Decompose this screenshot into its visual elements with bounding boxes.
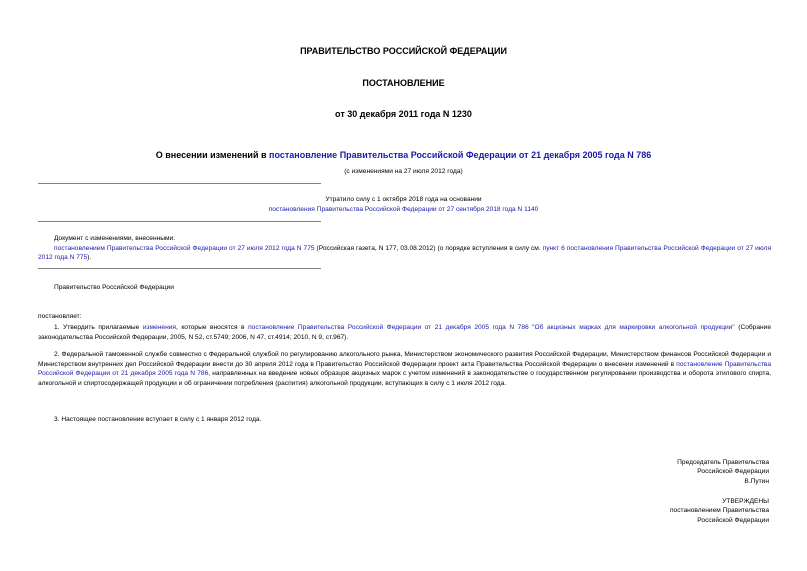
paragraph-1: [38, 323, 771, 342]
p2-link-decree-786[interactable]: постановление Правительства Российской Федерации от 21 декабря 2005 года N 786: [38, 360, 771, 378]
title-prefix: О внесении изменений в: [155, 150, 270, 160]
divider: [38, 268, 321, 269]
p1-text-c: (Собрание законодательства Российской Федерации, 2005, N 52, ст.5749; 2006, N 47, ст.4914; 2010, N 9, ст.967).: [38, 324, 772, 341]
expired-link-wrap: [0, 205, 807, 215]
p2-text-b: , направленных на введение новых образцов акцизных марок с учетом изменений в законодательстве о государственном регулировании производства и оборота этилового спирта, алкогольной и спиртосодержащей продукции и об ограничении потребления (распития) алкогольной продукции, вступающих в силу с 1 июля 2012 года.: [38, 370, 771, 387]
approved-country: Российской Федерации: [697, 516, 769, 524]
p1-text-b: , которые вносятся в: [175, 324, 249, 331]
amended-note: (с изменениями на 27 июля 2012 года): [344, 168, 463, 175]
changes-heading: Документ с изменениями, внесенными:: [54, 235, 176, 242]
issuer-text: Правительство Российской Федерации: [54, 284, 174, 291]
title-link-decree-786[interactable]: постановление Правительства Российской Федерации от 21 декабря 2005 года N 786: [269, 150, 652, 160]
signature-block: [569, 458, 769, 486]
changes-block: [38, 234, 771, 263]
changes-text-part2: ).: [87, 254, 92, 262]
paragraph-2: [38, 350, 771, 388]
document-title: [0, 150, 807, 160]
government-heading: ПРАВИТЕЛЬСТВО РОССИЙСКОЙ ФЕДЕРАЦИИ: [300, 46, 507, 56]
signature-name: В.Путин: [744, 477, 769, 485]
p1-link-changes[interactable]: изменения: [142, 324, 176, 331]
changes-link-item-6[interactable]: пункт 6 постановления Правительства Российской Федерации от 27 июля 2012 года N 775: [38, 244, 772, 262]
paragraph-3: 3. Настоящее постановление вступает в силу с 1 января 2012 года.: [54, 416, 262, 423]
expired-link-decree-1140[interactable]: постановления Правительства Российской Федерации от 27 сентября 2018 года N 1140: [268, 206, 539, 213]
expired-note: Утратило силу с 1 октября 2018 года на основании: [325, 196, 482, 203]
decrees-text: постановляет:: [38, 313, 82, 320]
changes-text: [38, 244, 771, 263]
changes-link-decree-775[interactable]: постановлением Правительства Российской Федерации от 27 июля 2012 года N 775: [54, 244, 315, 252]
signature-country: Российской Федерации: [697, 468, 769, 476]
document-type-heading: ПОСТАНОВЛЕНИЕ: [362, 78, 445, 88]
approved-by: постановлением Правительства: [669, 507, 769, 515]
approved-label: УТВЕРЖДЕНЫ: [722, 498, 769, 505]
divider: [38, 183, 321, 184]
document-date-number: от 30 декабря 2011 года N 1230: [335, 109, 472, 119]
p2-text-a: 2. Федеральной таможенной службе совместно с Федеральной службой по регулированию алкогольного рынка, Министерством экономического развития Российской Федерации, Министерством финансов Российской Федерации и Министерством внутренних дел Российской Федерации внести до 30 апреля 2012 года в Правительство Российской Федерации проект акта Правительства Российской Федерации о внесении изменений в: [38, 351, 771, 368]
p1-text-a: 1. Утвердить прилагаемые: [54, 324, 143, 331]
p1-link-decree-786[interactable]: постановление Правительства Российской Федерации от 21 декабря 2005 года N 786 "Об акцизных марках для маркировки алкогольной продукции": [248, 324, 735, 331]
changes-text-part1: (Российская газета, N 177, 03.08.2012) (о порядке вступления в силу см.: [314, 244, 543, 252]
signature-title: Председатель Правительства: [677, 459, 769, 466]
divider: [38, 221, 321, 222]
approved-block: [569, 497, 769, 525]
